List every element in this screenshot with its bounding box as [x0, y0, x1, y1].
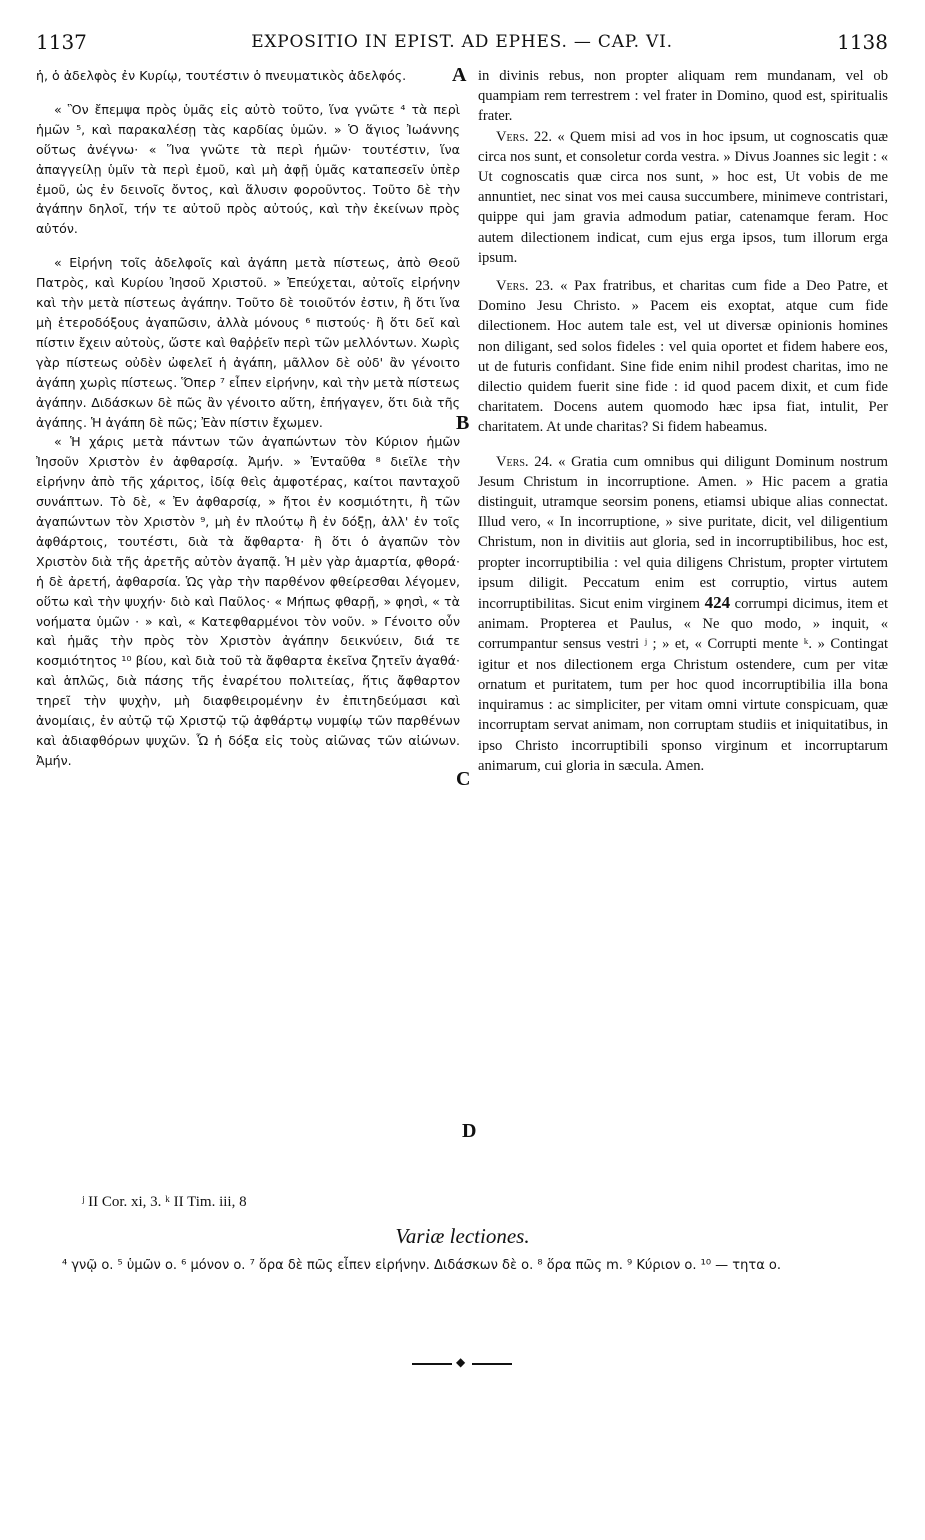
verse-label-22: Vers. 22.	[496, 128, 553, 145]
latin-paragraph-2	[478, 127, 888, 268]
running-header	[36, 30, 888, 58]
latin-paragraph-3-text: « Pax fratribus, et charitas cum fide a Deo Patre, et Domino Jesu Christo. » Pacem eis exoptat, atque cum fide dilectionem. Hoc autem tale est, vel ut diversæ opinionis homines non diligant, sed solos fideles : vel quia oportet et fidem habere eos, ut de futuris confidant. Sine fide enim nihil prodest charitas, imo ne dilectio quidem fuerit sine fide : id quod pacem dixit, et cum fide charitatem. Docens autem quomodo hæc ipsa fiat, intulit, Per charitatem. At unde charitas? Si fidem habeamus.	[478, 278, 888, 436]
latin-paragraph-4a-text: « Gratia cum omnibus qui diligunt Dominum nostrum Jesum Christum in incorruptione. Amen. » Hic pacem a gratia distinguit, utramque seorsim ponens, etiamsi ubique alias connectat. Illud vero, « In incorruptione, » sive puritate, dicit, vel diligentium Christum, non in divitiis aut gloria, sed in incorruptibilibus, hoc est, propter incorruptibilia : vel quia diligens Christum, propter virtutem ipsum diligit. Peccatum enim est corruptio, virtus autem incorruptibilitas. Sicut enim virginem	[478, 453, 888, 613]
greek-paragraph-4: « Ἡ χάρις μετὰ πάντων τῶν ἀγαπώντων τὸν Κύριον ἡμῶν Ἰησοῦν Χριστὸν ἐν ἀφθαρσίᾳ. Ἀμήν. » Ἐνταῦθα ⁸ διεῖλε τὴν εἰρήνην ἀπὸ τῆς χάριτος, ἰδίᾳ θεὶς ἀμφοτέρας, καίτοι πανταχοῦ συνάπτων. Τὸ δὲ, « Ἐν ἀφθαρσίᾳ, » ἤτοι ἐν κοσμιότητι, ἢ τῶν ἀγαπώντων τὸν Χριστὸν ⁹, μὴ ἐν πλούτῳ ἢ ἐν δόξῃ, ἀλλ' ἐν τοῖς ἀφθάρτοις, τουτέστι, διὰ τὰ ἄφθαρτα· ἢ ὅτι ὁ ἀγαπῶν τὸν Χριστὸν διὰ τῆς ἀρετῆς αὐτὸν ἀγαπᾷ. Ἡ μὲν γὰρ ἁμαρτία, φθορά· ἡ δὲ ἀρετή, ἀφθαρσία. Ὡς γὰρ τὴν παρθένον φθείρεσθαι λέγομεν, οὕτω καὶ τὴν ψυχήν· διὸ καὶ Παῦλος· « Μήπως φθαρῇ, » φησὶ, « τὰ νοήματα ὑμῶν · » καὶ, « Κατεφθαρμένοι τὸν νοῦν. » Γένοιτο οὖν καὶ ἡμᾶς τὴν πρὸς τὸν Χριστὸν ἀγάπην δεικνύειν, διά τε κοσμιότητος ¹⁰ βίου, καὶ διὰ τοῦ τὰ ἄφθαρτα ἐκεῖνα ζητεῖν ἀγαθά· καὶ ἁπλῶς, διὰ πάσης τῆς ἐναρέτου πολιτείας, ἥτις ἄφθαρτον τηρεῖ τὴν ψυχὴν, μὴ διαφθειρομένην ἐν ἐπιτηδεύμασι καὶ ἀνομίαις, ἐν αὐτῷ τῷ Χριστῷ τῷ ἀφθάρτῳ νυμφίῳ τῶν παρθένων καὶ ἀδιαφθόρων ψυχῶν. Ὧ ἡ δόξα εἰς τοὺς αἰῶνας τῶν αἰώνων. Ἀμήν.	[36, 434, 460, 768]
latin-paragraph-2-text: « Quem misi ad vos in hoc ipsum, ut cognoscatis quæ circa nos sunt, et consoletur corda vestra. » Divus Joannes sic legit : « Ut cognoscatis quæ circa nos sunt, » hoc est, Ut vobis de me annuntiet, nec sinat vos mei causa succumbere, minimeve contristari, quippe qui jam gravia admodum patiar, catenamque feram. Hoc autem dilectionem indicat, cum ejus erga ipsos, tum illorum erga ipsum.	[478, 128, 888, 266]
verse-label-23: Vers. 23.	[496, 278, 554, 295]
page-number-left: 1137	[36, 30, 87, 54]
latin-paragraph-4	[478, 452, 888, 776]
latin-paragraph-1: in divinis rebus, non propter aliquam rem mundanam, vel ob quampiam rem terrestrem : vel frater in Domino, quod est, spiritualis frater.	[478, 68, 888, 125]
margin-marker-b: B	[456, 412, 470, 434]
running-title: EXPOSITIO IN EPIST. AD EPHES. — CAP. VI.	[251, 32, 673, 52]
footnotes: ʲ II Cor. xi, 3. ᵏ II Tim. iii, 8	[82, 1194, 247, 1210]
latin-paragraph-3	[478, 276, 888, 438]
greek-paragraph-3: « Εἰρήνη τοῖς ἀδελφοῖς καὶ ἀγάπη μετὰ πίστεως, ἀπὸ Θεοῦ Πατρὸς, καὶ Κυρίου Ἰησοῦ Χριστοῦ. » Ἐπεύχεται, αὐτοῖς εἰρήνην καὶ τὴν μετὰ πίστεως ἀγάπην. Τοῦτο δὲ τοιοῦτόν ἐστιν, ἢ ὅτι ἵνα μὴ ἑτεροδόξους ἀγαπῶσιν, ἀλλὰ μόνους ⁶ πιστούς· ἢ ὅτι δεῖ καὶ πίστιν ἔχειν αὐτοὺς, ὥστε καὶ θαῤῥεῖν περὶ τῶν μελλόντων. Χωρὶς γὰρ πίστεως οὐδὲν ὠφελεῖ ἡ ἀγάπη, μᾶλλον δὲ οὐδ' ἂν γένοιτο ἀγάπη χωρὶς πίστεως. Ὅπερ ⁷ εἶπεν εἰρήνην, καὶ τὴν μετὰ πίστεως ἀγάπην. Διδάσκων δὲ πῶς ἂν γένοιτο αὕτη, ἐπήγαγεν, ὅτι διὰ τῆς ἀγάπης. Ἡ ἀγάπη δὲ πῶς; Ἐὰν πίστιν ἔχωμεν.	[36, 255, 460, 430]
page-number-right: 1138	[837, 30, 888, 54]
latin-paragraph-4b-text: corrumpi dicimus, item et animam. Propterea et Paulus, « Ne quo modo, » inquit, « corrumpantur sensus vestri ʲ ; » et, « Corrupti mente ᵏ. » Contingat igitur et nos dilectionem erga Christum ostendere, cum per vitæ ornatum et puritatem, tum per hoc quod incorruptibilia illa bona inquiramus : ac simpliciter, per vitam omni virtute conspicuam, quæ incorruptam servat animam, non corruptam studiis et iniquitatibus, in ipso Christo incorruptibili sponso virginum et incorruptarum animarum, cui gloria in sæcula. Amen.	[478, 596, 888, 774]
verse-label-24: Vers. 24.	[496, 453, 553, 470]
latin-column	[478, 66, 888, 776]
greek-paragraph-1: ἡ, ὁ ἀδελφὸς ἐν Κυρίῳ, τουτέστιν ὁ πνευματικὸς ἀδελφός.	[36, 68, 407, 83]
variae-lectiones-title: Variæ lectiones.	[395, 1224, 530, 1248]
ornament-divider: ◆	[412, 1360, 512, 1368]
greek-column	[36, 66, 460, 771]
margin-marker-c: C	[456, 768, 471, 790]
variae-lectiones-text: ⁴ γνῷ ο. ⁵ ὑμῶν ο. ⁶ μόνον ο. ⁷ ὅρα δὲ πῶς εἶπεν εἰρήνην. Διδάσκων δὲ ο. ⁸ ὅρα πῶς m. ⁹ Κύριον ο. ¹⁰ — τητα ο.	[62, 1258, 781, 1273]
column-number: 424	[704, 593, 731, 613]
margin-marker-a: A	[452, 64, 467, 86]
greek-paragraph-2: « Ὃν ἔπεμψα πρὸς ὑμᾶς εἰς αὐτὸ τοῦτο, ἵνα γνῶτε ⁴ τὰ περὶ ἡμῶν ⁵, καὶ παρακαλέσῃ τὰς καρδίας ὑμῶν. » Ὁ ἅγιος Ἰωάννης οὕτως ἀνέγνω· « Ἵνα γνῶτε τὰ περὶ ἡμῶν· τουτέστιν, ἵνα ἀπαγγείλῃ ὑμῖν τὰ περὶ ἐμοῦ, καὶ μὴ ἀφῇ ὑμᾶς καταπεσεῖν ὑπὲρ ἐμοῦ, ὡς ἐν δεινοῖς ὄντος, καὶ ἅλυσιν φοροῦντος. Τοῦτο δὲ τὴν ἀγάπην δηλοῖ, τήν τε αὐτοῦ πρὸς αὐτούς, καὶ τὴν ἐκείνων πρὸς αὐτόν.	[36, 101, 460, 237]
margin-marker-d: D	[462, 1120, 477, 1142]
